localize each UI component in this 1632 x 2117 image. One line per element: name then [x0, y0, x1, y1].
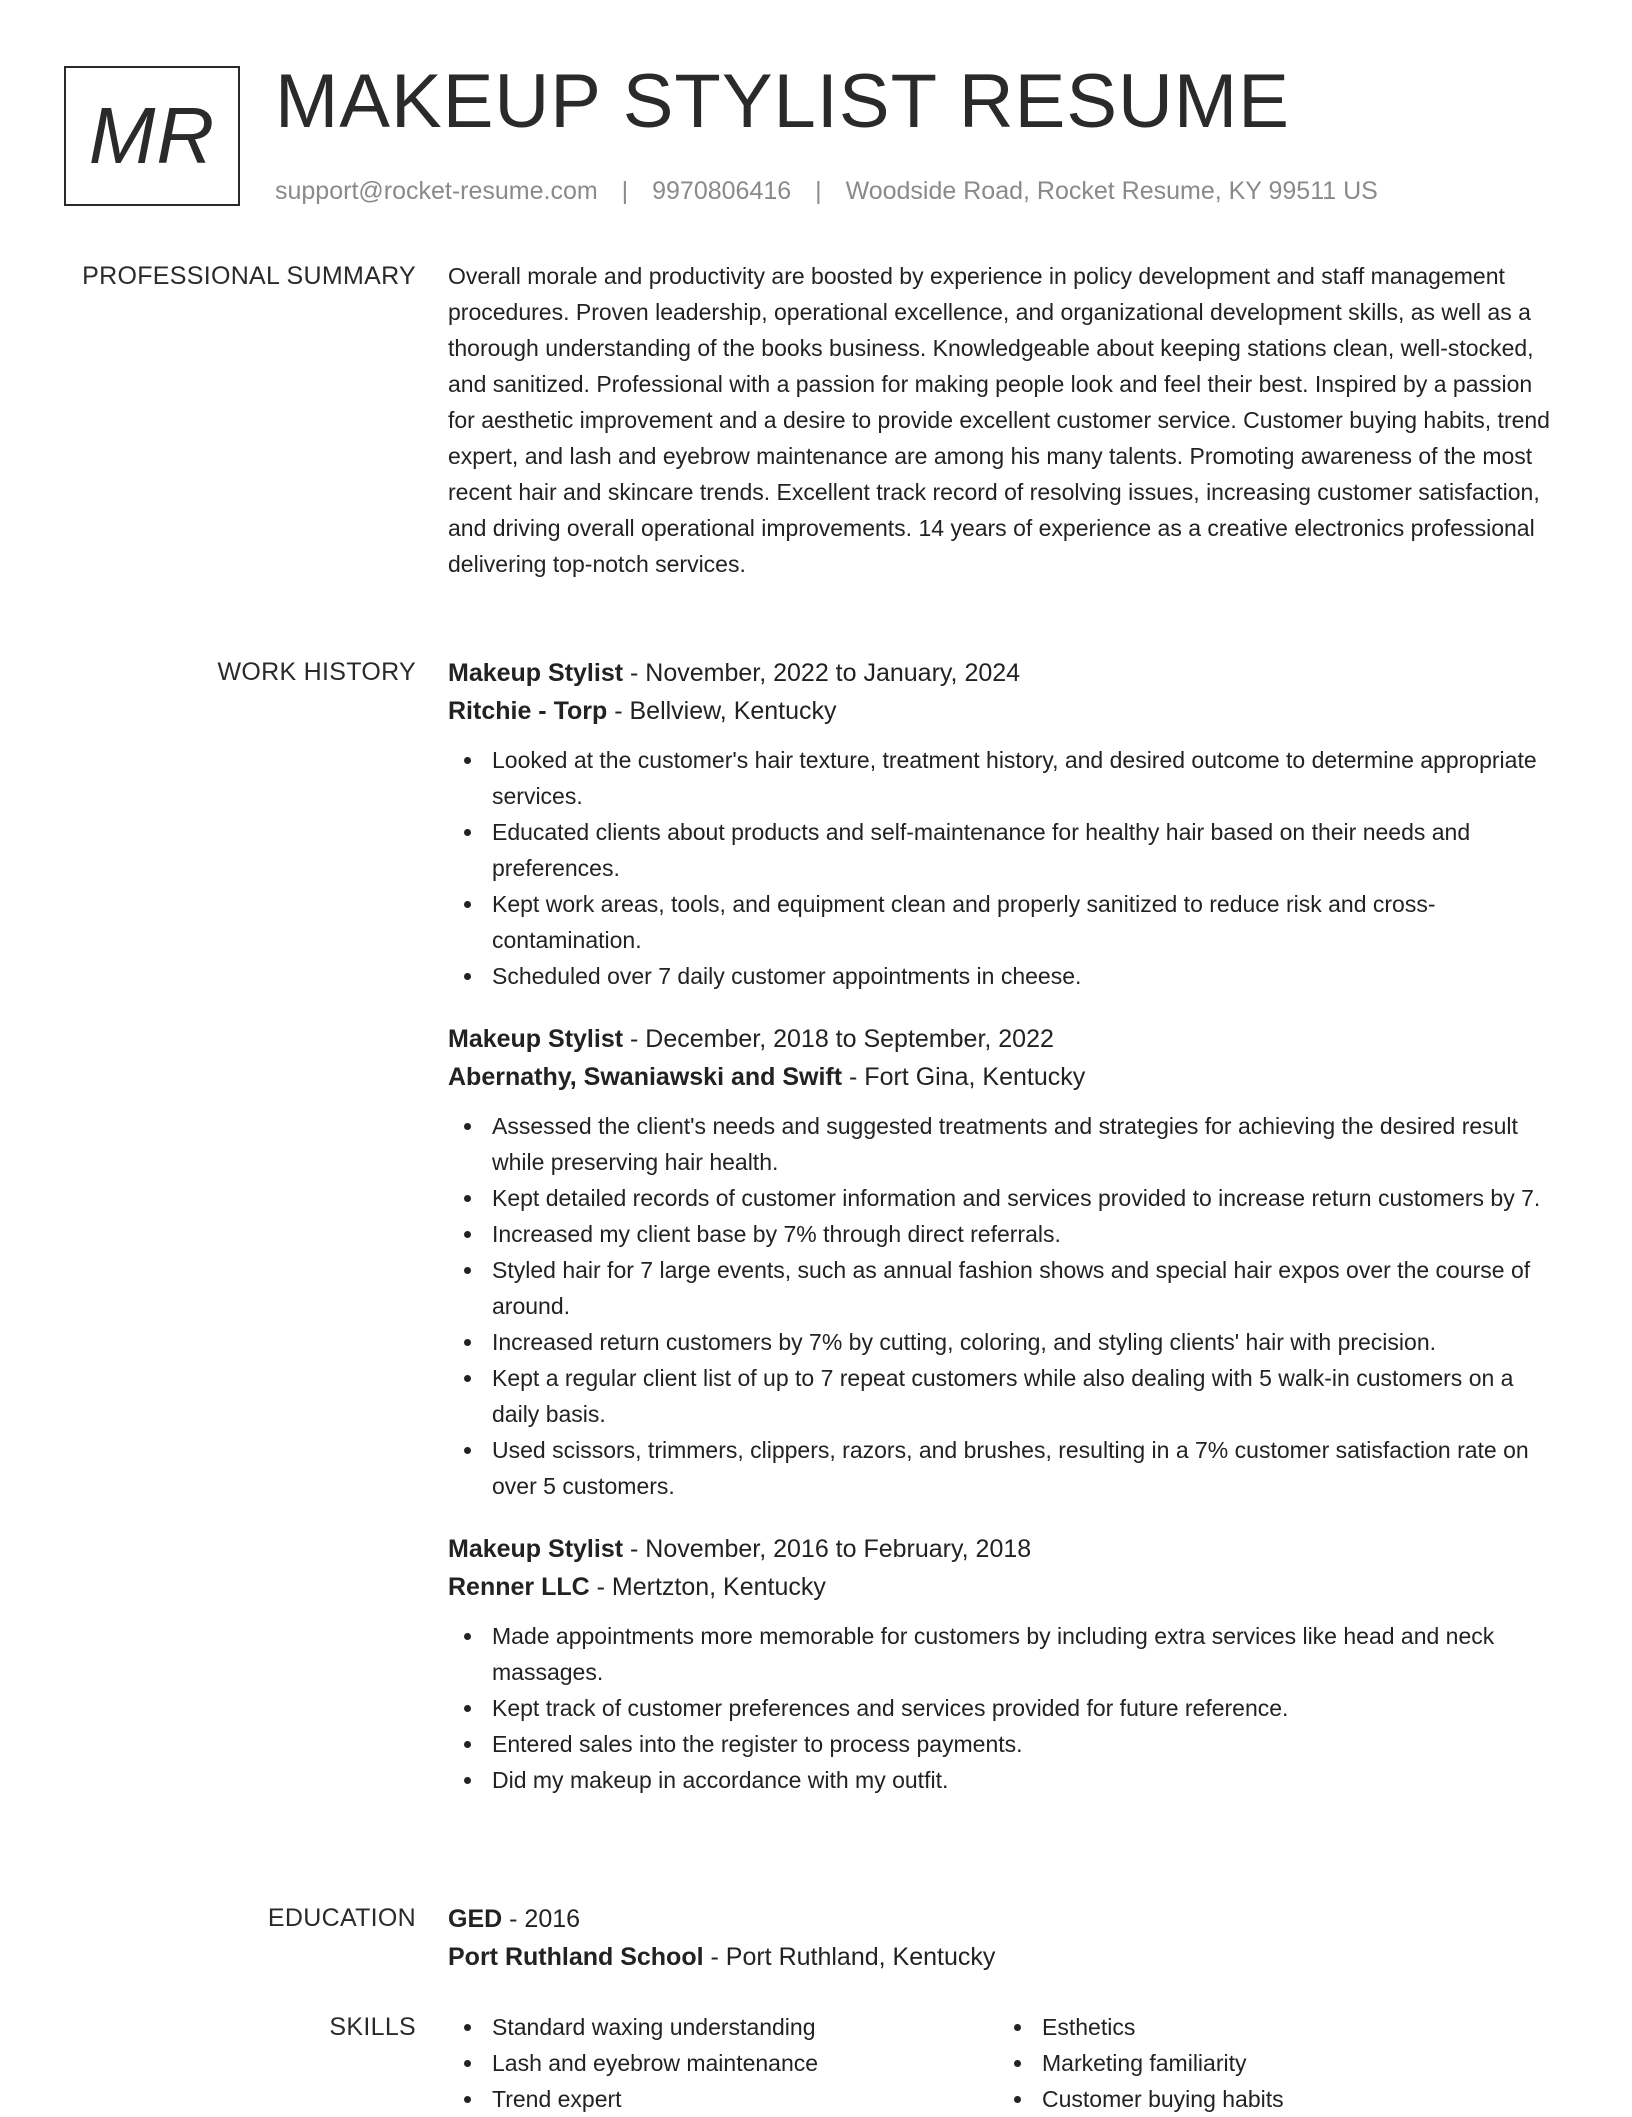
skill-item: Trend expert: [448, 2081, 998, 2117]
job-location: - Mertzton, Kentucky: [596, 1573, 826, 1601]
education-location: - Port Ruthland, Kentucky: [710, 1943, 996, 1971]
job-bullet: Kept a regular client list of up to 7 repeat customers while also dealing with 5 walk-in customers on a daily basis.: [448, 1360, 1560, 1432]
job-bullet: Did my makeup in accordance with my outfit.: [448, 1762, 1560, 1798]
job-bullet: Kept track of customer preferences and services provided for future reference.: [448, 1690, 1560, 1726]
job-title-line: [448, 1020, 1560, 1058]
job-bullet: Used scissors, trimmers, clippers, razors, and brushes, resulting in a 7% customer satisfaction rate on over 5 customers.: [448, 1432, 1560, 1504]
job-company: Abernathy, Swaniawski and Swift: [448, 1063, 843, 1091]
section-label-education: EDUCATION: [267, 1904, 416, 1932]
job-title-line: [448, 1530, 1560, 1568]
education-degree: GED: [448, 1905, 503, 1933]
education-degree-line: [448, 1900, 1560, 1938]
monogram-initials: MR: [88, 91, 216, 180]
job-bullet: Educated clients about products and self-maintenance for healthy hair based on their needs and preferences.: [448, 814, 1560, 886]
job-company: Renner LLC: [448, 1573, 590, 1601]
skill-item: Marketing familiarity: [998, 2045, 1548, 2081]
job-bullet: Looked at the customer's hair texture, treatment history, and desired outcome to determine appropriate services.: [448, 742, 1560, 814]
job-bullet: Increased my client base by 7% through direct referrals.: [448, 1216, 1560, 1252]
summary-body: [448, 258, 1560, 582]
job-title: Makeup Stylist: [448, 1025, 624, 1053]
contact-phone[interactable]: 9970806416: [652, 177, 792, 205]
job-dates: - November, 2016 to February, 2018: [630, 1535, 1032, 1563]
job-location: - Bellview, Kentucky: [614, 697, 837, 725]
job-company-line: [448, 1568, 1560, 1606]
contact-email[interactable]: support@rocket-resume.com: [275, 177, 598, 205]
job-title: Makeup Stylist: [448, 1535, 624, 1563]
work-history-body: [448, 654, 1560, 1824]
job-entry: [448, 654, 1560, 994]
monogram-badge: [64, 66, 240, 206]
job-entry: [448, 1020, 1560, 1504]
job-bullet: Kept work areas, tools, and equipment clean and properly sanitized to reduce risk and cross-contamination.: [448, 886, 1560, 958]
contact-line: [275, 176, 1378, 206]
job-entry: [448, 1530, 1560, 1798]
contact-separator: |: [621, 177, 629, 205]
section-label-work-history: WORK HISTORY: [217, 658, 416, 686]
job-title-line: [448, 654, 1560, 692]
job-bullets: [448, 742, 1560, 994]
job-company-line: [448, 1058, 1560, 1096]
job-bullets: [448, 1618, 1560, 1798]
skill-item: Standard waxing understanding: [448, 2009, 998, 2045]
skills-body: [448, 2009, 1560, 2117]
education-body: [448, 1900, 1560, 1976]
skill-item: Lash and eyebrow maintenance: [448, 2045, 998, 2081]
skill-item: Customer buying habits: [998, 2081, 1548, 2117]
section-label-skills: SKILLS: [329, 2013, 416, 2041]
education-year: - 2016: [509, 1905, 581, 1933]
job-location: - Fort Gina, Kentucky: [849, 1063, 1086, 1091]
contact-address: Woodside Road, Rocket Resume, KY 99511 US: [845, 177, 1378, 205]
skill-item: Esthetics: [998, 2009, 1548, 2045]
job-title: Makeup Stylist: [448, 659, 624, 687]
job-bullet: Scheduled over 7 daily customer appointments in cheese.: [448, 958, 1560, 994]
resume-title: MAKEUP STYLIST RESUME: [275, 59, 1290, 144]
job-bullet: Made appointments more memorable for customers by including extra services like head and neck massages.: [448, 1618, 1560, 1690]
job-bullet: Styled hair for 7 large events, such as annual fashion shows and special hair expos over the course of around.: [448, 1252, 1560, 1324]
job-company-line: [448, 692, 1560, 730]
summary-text: Overall morale and productivity are boosted by experience in policy development and staff management procedures. Proven leadership, operational excellence, and organizational development skills, as well as a thorough understanding of the books business. Knowledgeable about keeping stations clean, well-stocked, and sanitized. Professional with a passion for making people look and feel their best. Inspired by a passion for aesthetic improvement and a desire to provide excellent customer service. Customer buying habits, trend expert, and lash and eyebrow maintenance are among his many talents. Promoting awareness of the most recent hair and skincare trends. Excellent track record of resolving issues, increasing customer satisfaction, and driving overall operational improvements. 14 years of experience as a creative electronics professional delivering top-notch services.: [448, 263, 1550, 577]
skills-column-right: [998, 2009, 1548, 2117]
job-dates: - December, 2018 to September, 2022: [630, 1025, 1054, 1053]
job-bullet: Entered sales into the register to process payments.: [448, 1726, 1560, 1762]
job-bullet: Increased return customers by 7% by cutting, coloring, and styling clients' hair with precision.: [448, 1324, 1560, 1360]
skills-column-left: [448, 2009, 998, 2117]
section-label-summary: PROFESSIONAL SUMMARY: [82, 262, 416, 290]
contact-separator: |: [815, 177, 822, 205]
job-bullet: Kept detailed records of customer information and services provided to increase return customers by 7.: [448, 1180, 1560, 1216]
job-dates: - November, 2022 to January, 2024: [630, 659, 1021, 687]
education-school: Port Ruthland School: [448, 1943, 704, 1971]
skills-grid: [448, 2009, 1560, 2117]
job-bullet: Assessed the client's needs and suggested treatments and strategies for achieving the desired result while preserving hair health.: [448, 1108, 1560, 1180]
education-school-line: [448, 1938, 1560, 1976]
job-bullets: [448, 1108, 1560, 1504]
job-company: Ritchie - Torp: [448, 697, 608, 725]
